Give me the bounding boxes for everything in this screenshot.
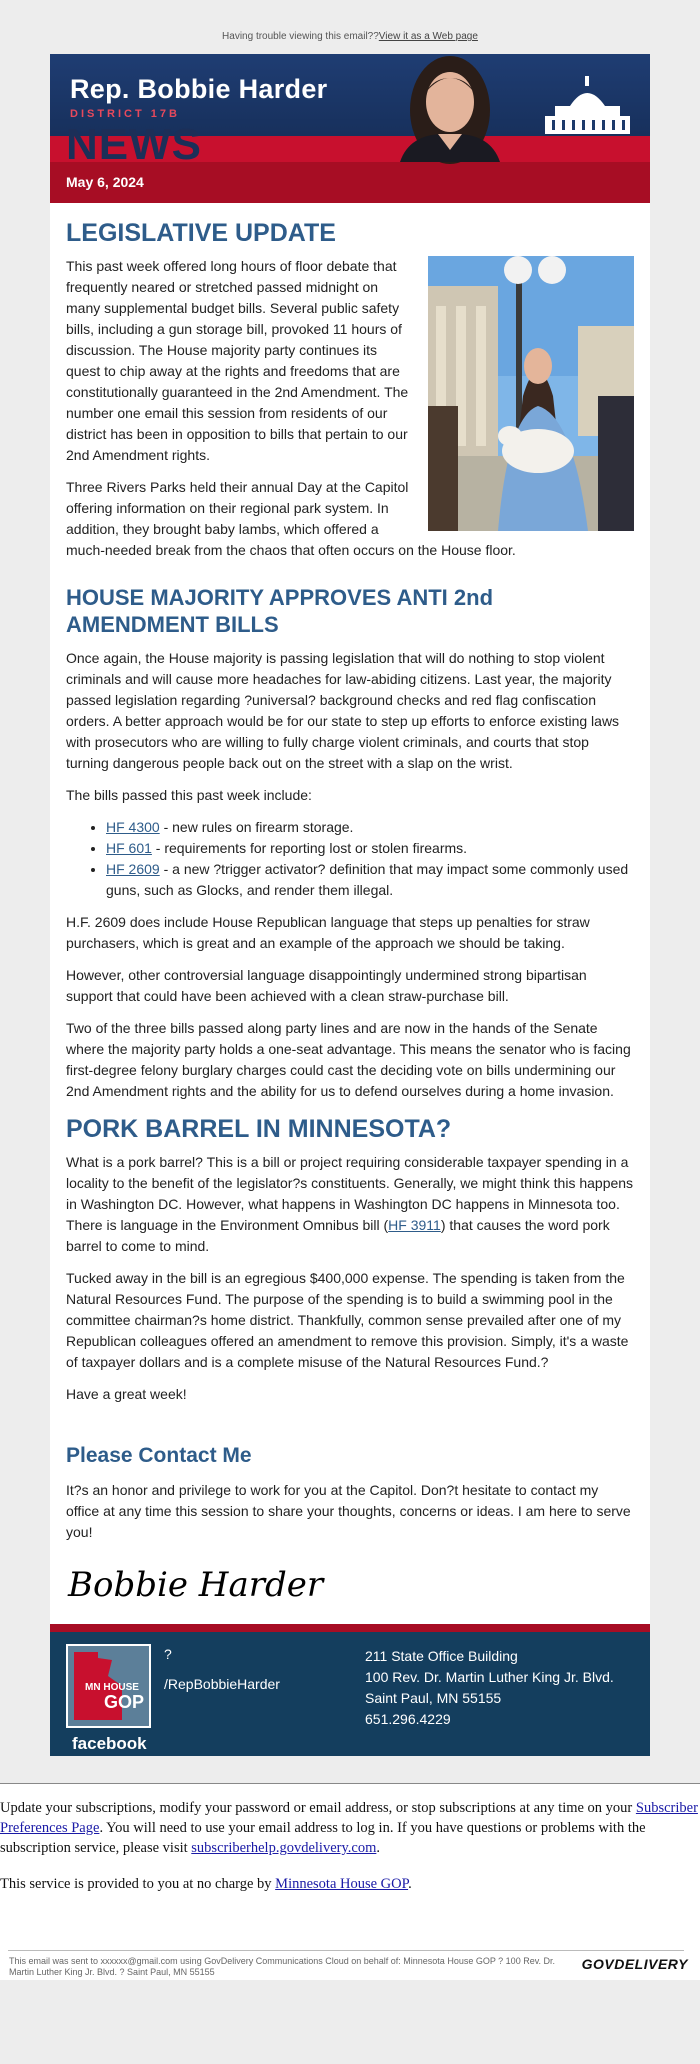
- subscription-footer: [0, 1783, 700, 1980]
- subscription-notice: Update your subscriptions, modify your password or email address, or stop subscriptions at any time on your Subscriber Preferences Page. You will need to use your email address to log in. If you have questions or problems with the subscription service, please visit subscriberhelp.govdelivery.com.: [0, 1800, 698, 1856]
- facebook-handle[interactable]: /RepBobbieHarder: [164, 1676, 280, 1692]
- subscriber-preferences-link[interactable]: Subscriber Preferences Page: [0, 1800, 698, 1836]
- issue-date: May 6, 2024: [66, 174, 144, 190]
- address-line: Saint Paul, MN 55155: [365, 1690, 502, 1706]
- address-line: 100 Rev. Dr. Martin Luther King Jr. Blvd.: [365, 1669, 614, 1685]
- anti-2a-paragraph-4: However, other controversial language disappointingly undermined strong bipartisan support that could have been achieved with a clean straw-purchase bill.: [66, 967, 587, 1004]
- footer: [50, 1632, 650, 1756]
- pork-barrel-paragraph-1: What is a pork barrel? This is a bill or project requiring considerable taxpayer spending in a locality to the benefit of the legislator?s constituents. Generally, we might think this happens in Washington DC. However, what happens in Washington DC happens in Minnesota too. There is language in the Environment Omnibus bill (HF 3911) that causes the word pork barrel to come to mind.: [66, 1154, 634, 1254]
- svg-text:MN HOUSE: MN HOUSE: [85, 1682, 139, 1693]
- sent-to-notice: This email was sent to xxxxxx@gmail.com using GovDelivery Communications Cloud on behalf of: Minnesota House GOP ? 100 Rev. Dr. Martin Luther King Jr. Blvd. ? Saint Paul, MN 55155: [9, 1956, 556, 1977]
- anti-2a-paragraph-3: H.F. 2609 does include House Republican language that steps up penalties for straw purchasers, which is great and an example of the approach we should be taking.: [66, 914, 590, 951]
- footer-placeholder-glyph: ?: [164, 1646, 172, 1662]
- anti-2a-paragraph-5: Two of the three bills passed along party lines and are now in the hands of the Senate where the majority party holds a one-seat advantage. This means the senator who is facing first-degree felony burglary charges could cast the deciding vote on bills undermining our 2nd Amendment rights and the ability for us to defend ourselves during a home invasion.: [66, 1020, 631, 1099]
- preheader-text: Having trouble viewing this email??: [222, 31, 379, 42]
- email-body: [50, 54, 650, 1756]
- mn-house-gop-logo[interactable]: [66, 1644, 151, 1728]
- address-line: 211 State Office Building: [365, 1648, 518, 1664]
- bills-list: [66, 817, 634, 901]
- newsletter-content: [50, 203, 650, 1624]
- header-banner: [50, 54, 650, 203]
- bills-intro: The bills passed this past week include:: [66, 787, 312, 803]
- service-notice: This service is provided to you at no charge by Minnesota House GOP.: [0, 1876, 412, 1892]
- representative-portrait: [380, 54, 520, 162]
- section-title-legislative-update: LEGISLATIVE UPDATE: [66, 219, 336, 247]
- closing-line: Have a great week!: [66, 1386, 187, 1402]
- hf-4300-link[interactable]: HF 4300: [106, 819, 160, 835]
- capitol-icon: [540, 76, 635, 136]
- capitol-lamb-photo: [428, 256, 634, 531]
- signature: [66, 1554, 634, 1624]
- list-item: • HF 601 - requirements for reporting lost or stolen firearms.: [106, 838, 634, 859]
- office-address: [365, 1646, 614, 1730]
- list-item: • HF 4300 - new rules on firearm storage.: [106, 817, 634, 838]
- district-label: DISTRICT 17B: [70, 108, 180, 120]
- list-item: • HF 2609 - a new ?trigger activator? definition that may impact some commonly used guns, such as Glocks, and render them illegal.: [106, 859, 634, 901]
- section-title-anti-2nd-amendment: HOUSE MAJORITY APPROVES ANTI 2nd AMENDMENT BILLS: [66, 585, 494, 637]
- pork-barrel-paragraph-2: Tucked away in the bill is an egregious $400,000 expense. The spending is taken from the Natural Resources Fund. The purpose of the spending is to build a swimming pool in the committee chairman?s home district. Thankfully, common sense prevailed after one of my Republican colleagues offered an amendment to remove this provision. Simply, it's a waste of taxpayer dollars and is a complete misuse of the Natural Resources Fund.?: [66, 1270, 629, 1370]
- facebook-link[interactable]: facebook: [72, 1734, 147, 1753]
- preheader: [0, 0, 700, 54]
- contact-paragraph: It?s an honor and privilege to work for you at the Capitol. Don?t hesitate to contact my office at any time this session to share your thoughts, concerns or ideas. I am here to serve you!: [66, 1482, 631, 1540]
- view-web-page-link[interactable]: View it as a Web page: [378, 31, 478, 42]
- govdelivery-logo[interactable]: GOVDELIVERY: [581, 1956, 688, 1972]
- hf-601-link[interactable]: HF 601: [106, 840, 152, 856]
- legislative-update-paragraph-1: This past week offered long hours of floor debate that frequently neared or stretched passed midnight on many supplemental budget bills. Several public safety bills, including a gun storage bill, provoked 11 hours of discussion. The House majority party continues its quest to chip away at the rights and freedoms that are constitutionally guaranteed in the 2nd Amendment. The number one email this session from residents of our district has been in opposition to bills that pertain to our 2nd Amendment rights.: [66, 258, 409, 463]
- hf-3911-link[interactable]: HF 3911: [388, 1217, 441, 1233]
- legislative-update-paragraph-2: Three Rivers Parks held their annual Day at the Capitol offering information on their regional park system. In addition, they brought baby lambs, which offered a much-needed break from the chaos that often occurs on the House floor.: [66, 479, 516, 558]
- phone-number: 651.296.4229: [365, 1711, 451, 1727]
- section-title-pork-barrel: PORK BARREL IN MINNESOTA?: [66, 1115, 452, 1143]
- news-wordmark: NEWS: [66, 120, 202, 169]
- representative-name: Rep. Bobbie Harder: [70, 74, 328, 104]
- minnesota-house-gop-link[interactable]: Minnesota House GOP: [275, 1876, 409, 1892]
- contact-heading: Please Contact Me: [66, 1444, 252, 1467]
- signature-text: Bobbie Harder: [68, 1565, 324, 1605]
- subscriber-help-link[interactable]: subscriberhelp.govdelivery.com: [191, 1840, 377, 1856]
- svg-text:GOP: GOP: [103, 1692, 145, 1712]
- anti-2a-paragraph-1: Once again, the House majority is passing legislation that will do nothing to stop violent criminals and will cause more headaches for law-abiding citizens. Last year, the majority passed legislation regarding ?universal? background checks and red flag confiscation orders. A better approach would be for our state to step up efforts to enforce existing laws with prosecutors who are willing to fully charge violent criminals, and courts that stop turning dangerous people back out on the street with a slap on the wrist.: [66, 650, 620, 771]
- hf-2609-link[interactable]: HF 2609: [106, 861, 160, 877]
